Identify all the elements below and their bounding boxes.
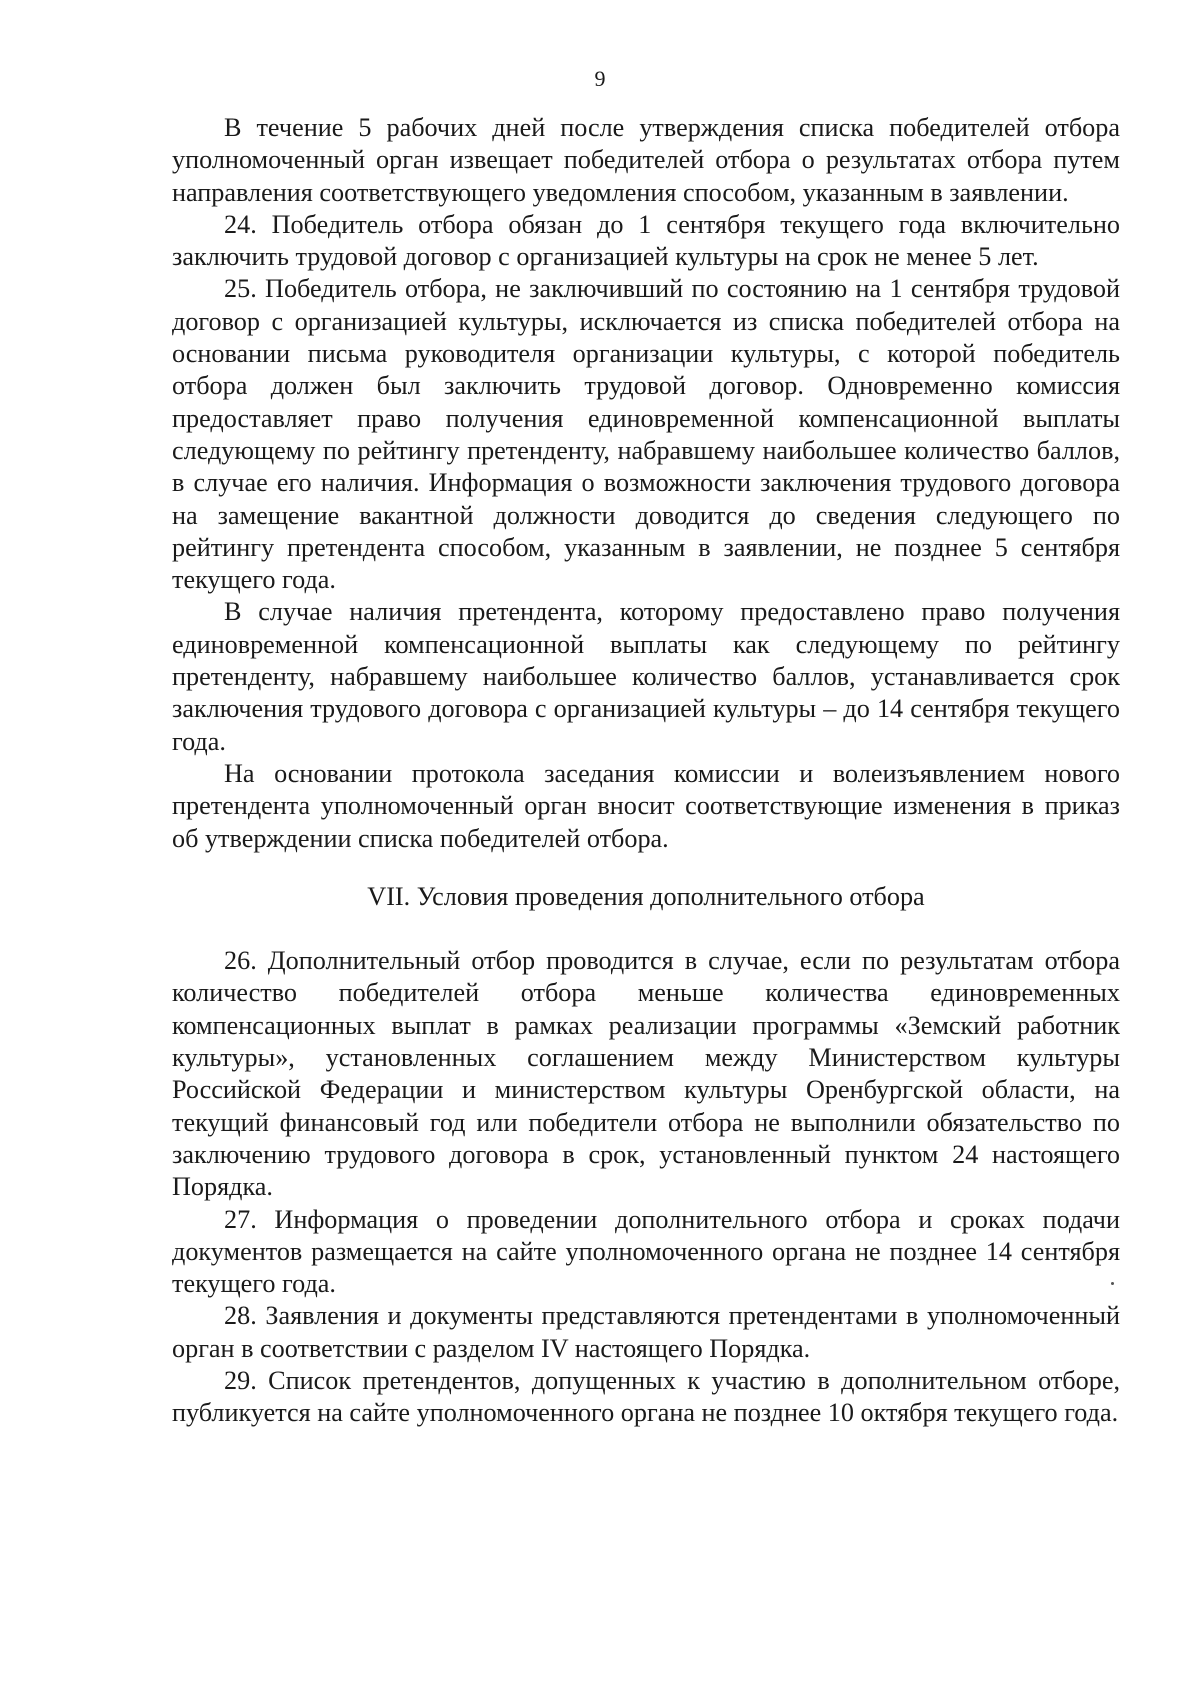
spacer — [172, 855, 1120, 881]
paragraph-29: 29. Список претендентов, допущенных к участию в дополнительном отборе, публикуется на сайте уполномоченного органа не позднее 10 октября текущего года. — [172, 1365, 1120, 1428]
paragraph-28: 28. Заявления и документы представляются претендентами в уполномоченный орган в соответствии с разделом IV настоящего Порядка. — [172, 1301, 1120, 1363]
paragraph-25: 25. Победитель отбора, не заключивший по состоянию на 1 сентября трудовой договор с организацией культуры, исключается из списка победителей отбора на основании письма руководителя организации культуры, с которой победитель отбора должен был заключить трудовой договор. Одновременно комиссия предоставляет право получения единовременной компенсационной выплаты следующему по рейтингу претенденту, набравшему наибольшее количество баллов, в случае его наличия. Информация о возможности заключения трудового договора на замещение вакантной должности доводится до сведения следующего по рейтингу претендента способом, указанным в заявлении, не позднее 5 сентября текущего года. — [172, 274, 1120, 595]
paragraph-next-candidate: В случае наличия претендента, которому предоставлено право получения единовременной компенсационной выплаты как следующему по рейтингу претенденту, набравшему наибольшее количество баллов, устанавливается срок заключения трудового договора с организацией культуры – до 14 сентября текущего года. — [172, 597, 1120, 756]
scan-speck — [1111, 1282, 1114, 1285]
paragraph-26: 26. Дополнительный отбор проводится в случае, если по результатам отбора количество победителей отбора меньше количества единовременных компенсационных выплат в рамках реализации программы «Земский работник культуры», установленных соглашением между Министерством культуры Российской Федерации и министерством культуры Оренбургской области, на текущий финансовый год или победители отбора не выполнили обязательство по заключению трудового договора в срок, установленный пунктом 24 настоящего Порядка. — [172, 946, 1120, 1202]
spacer — [172, 913, 1120, 945]
paragraph-24: 24. Победитель отбора обязан до 1 сентября текущего года включительно заключить трудовой договор с организацией культуры на срок не менее 5 лет. — [172, 209, 1120, 272]
page-number: 9 — [594, 66, 606, 91]
paragraph-protocol-changes: На основании протокола заседания комиссии и волеизъявлением нового претендента уполномоченный орган вносит соответствующие изменения в приказ об утверждении списка победителей отбора. — [172, 758, 1120, 853]
paragraph-winners-notification: В течение 5 рабочих дней после утверждения списка победителей отбора уполномоченный орган извещает победителей отбора о результатах отбора путем направления соответствующего уведомления способом, указанным в заявлении. — [172, 113, 1120, 207]
document-body — [172, 112, 1120, 1430]
paragraph-27: 27. Информация о проведении дополнительного отбора и сроках подачи документов размещается на сайте уполномоченного органа не позднее 14 сентября текущего года. — [172, 1204, 1120, 1299]
section-heading: VII. Условия проведения дополнительного отбора — [367, 881, 925, 911]
